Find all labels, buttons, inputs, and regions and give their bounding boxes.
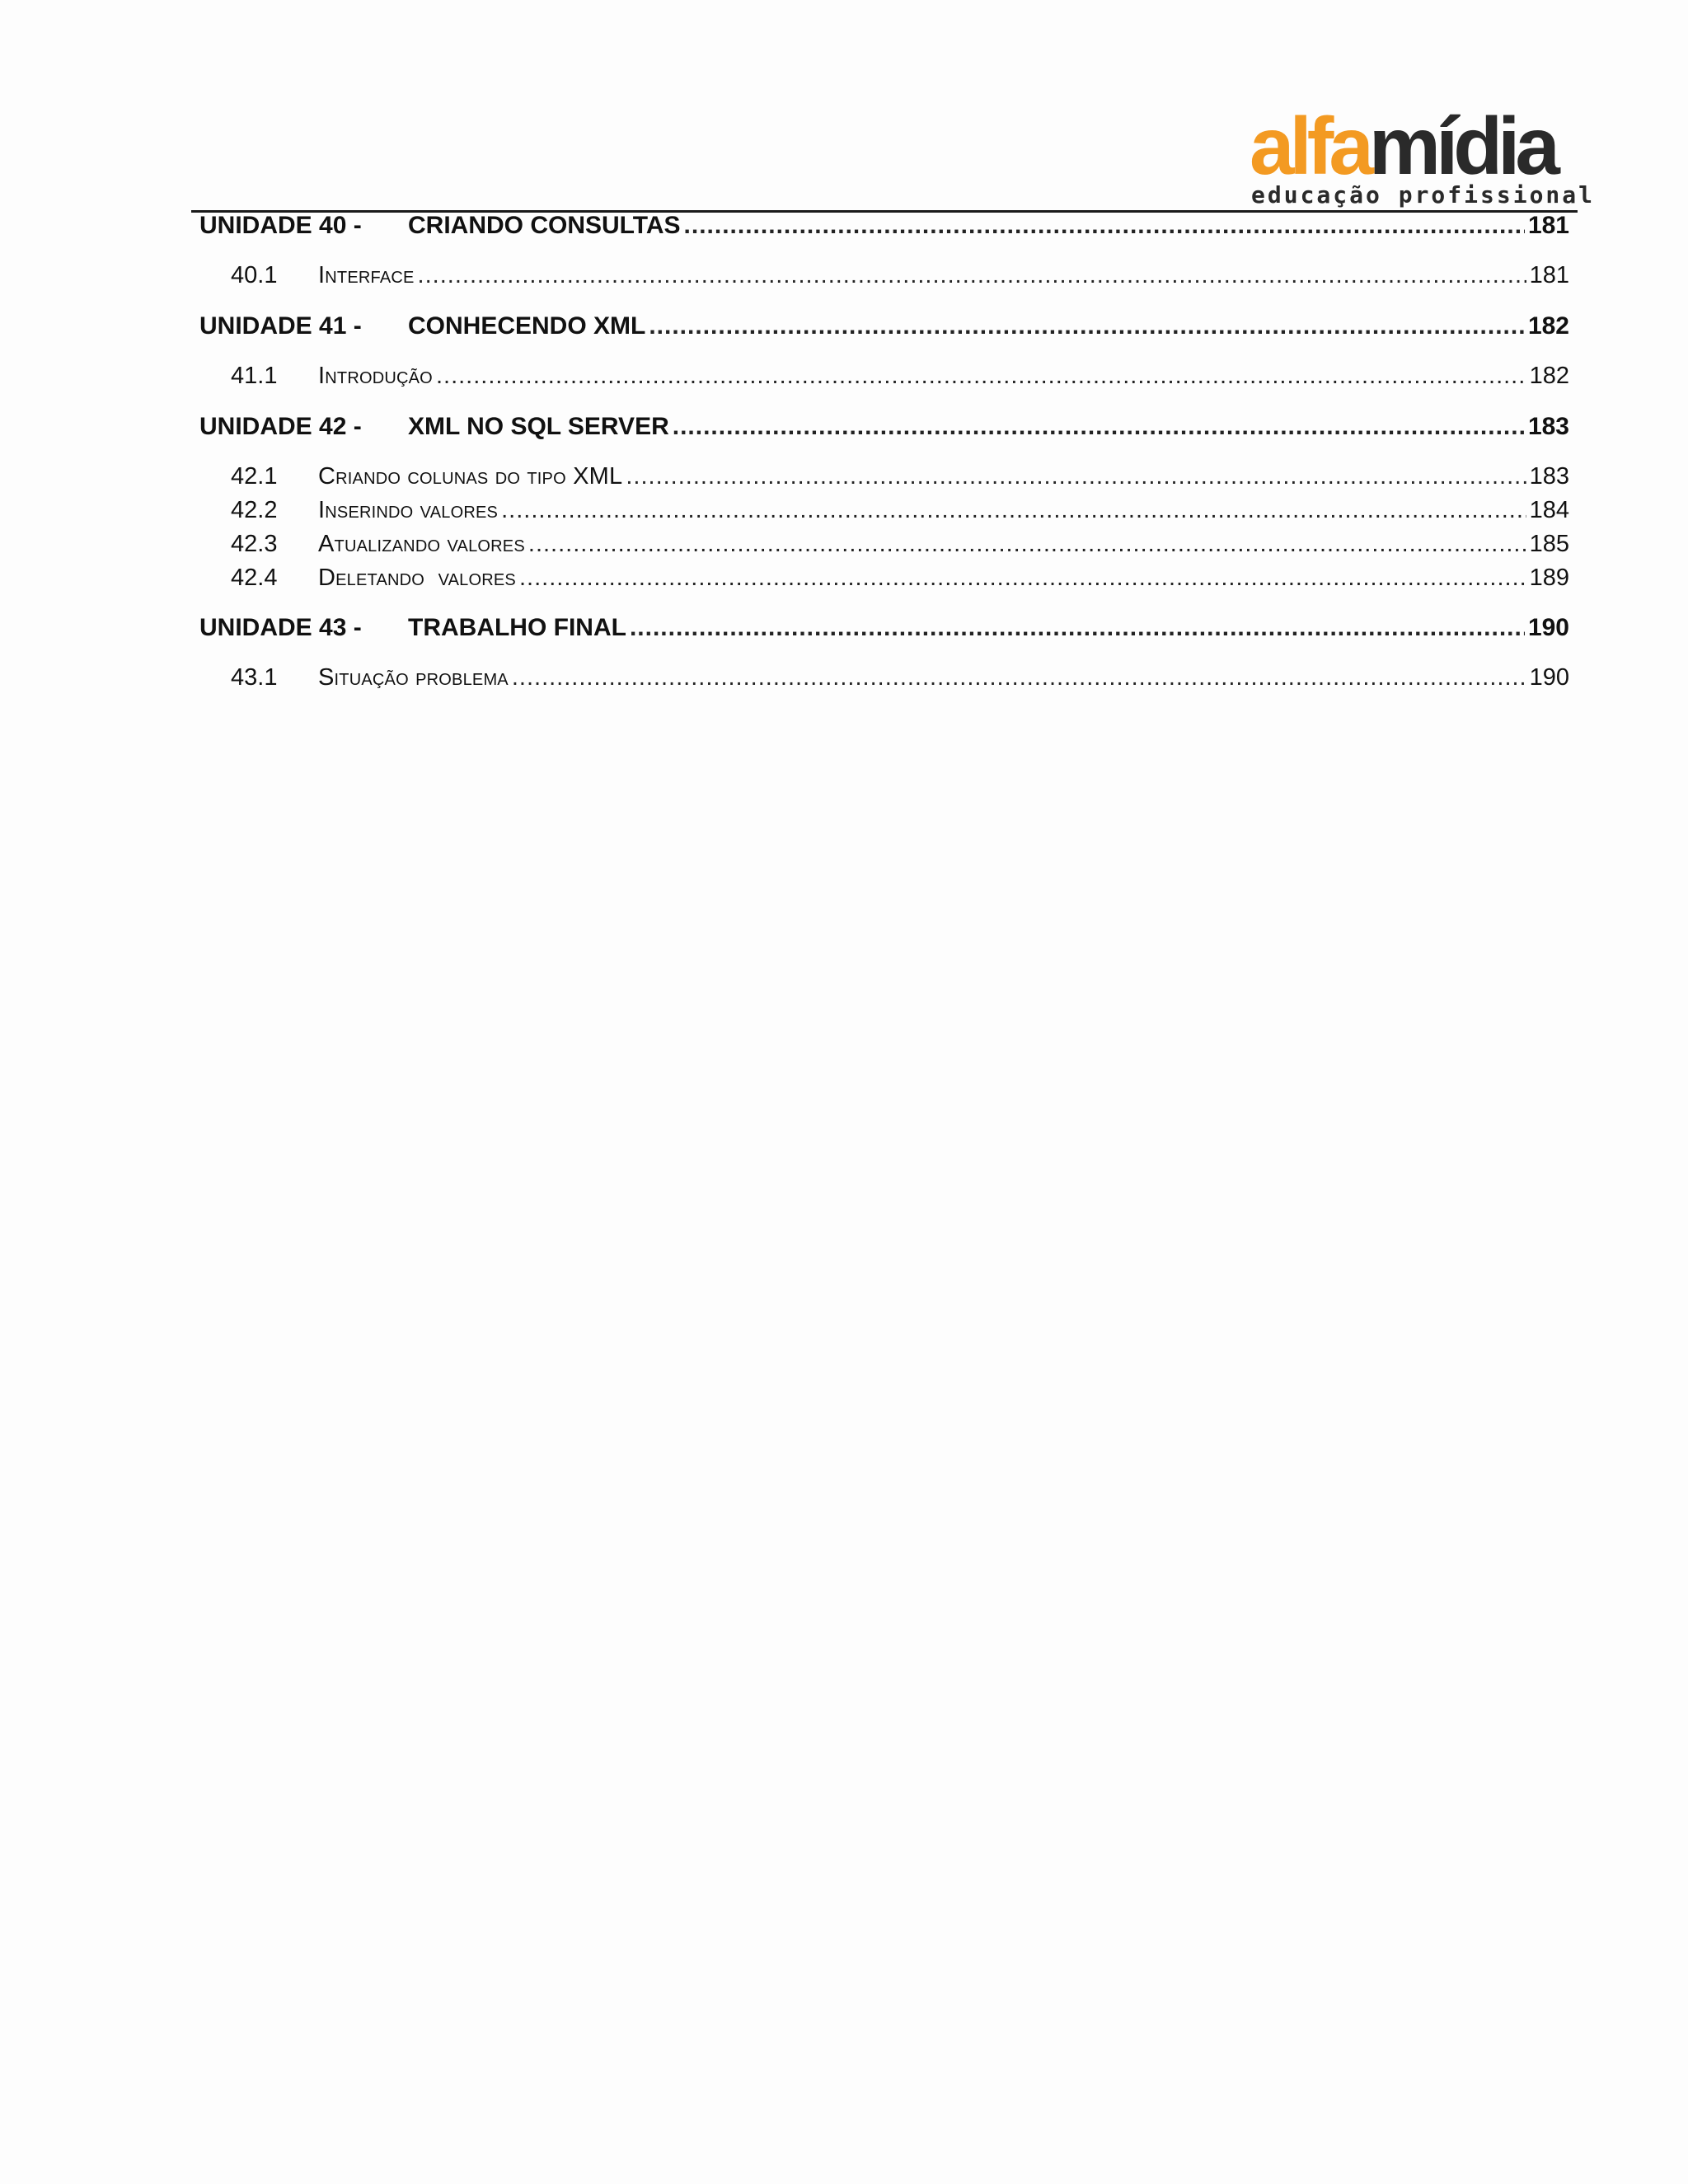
toc-dot-leader xyxy=(649,312,1525,340)
toc-dot-leader xyxy=(630,614,1525,642)
toc-section-number: 40.1 xyxy=(231,262,278,288)
toc-page-number: 189 xyxy=(1529,565,1569,591)
toc-unit-title: XML NO SQL SERVER xyxy=(408,413,669,440)
toc-section-43-1[interactable] xyxy=(199,664,1569,701)
logo-alfa-text: alfa xyxy=(1250,101,1369,191)
toc-section-number: 42.4 xyxy=(231,565,278,591)
toc-section-title: Criando colunas do tipo XML xyxy=(318,463,623,490)
toc-dot-leader xyxy=(684,212,1525,240)
toc-dot-leader xyxy=(519,565,1526,592)
toc-section-title: Introdução xyxy=(318,363,433,389)
toc-section-42-1[interactable] xyxy=(199,463,1569,499)
toc-section-42-4[interactable] xyxy=(199,565,1569,601)
toc-unit-42[interactable] xyxy=(199,413,1569,449)
toc-section-title: Deletando valores xyxy=(318,565,516,591)
toc-page-number: 183 xyxy=(1527,413,1569,440)
toc-page-number: 190 xyxy=(1527,614,1569,641)
toc-section-title: Atualizando valores xyxy=(318,531,525,557)
toc-section-number: 41.1 xyxy=(231,363,278,389)
toc-section-title: Situação problema xyxy=(318,664,509,691)
toc-section-title: Inserindo valores xyxy=(318,497,499,523)
toc-dot-leader xyxy=(512,664,1526,691)
toc-page-number: 185 xyxy=(1529,531,1569,557)
toc-unit-label: UNIDADE 41 - xyxy=(199,312,362,340)
toc-dot-leader xyxy=(673,413,1525,441)
toc-section-number: 42.3 xyxy=(231,531,278,557)
alfamidia-logo xyxy=(1236,101,1596,211)
toc-page-number: 183 xyxy=(1529,463,1569,490)
toc-page-number: 181 xyxy=(1529,262,1569,288)
toc-dot-leader xyxy=(501,497,1526,524)
toc-page-number: 182 xyxy=(1529,363,1569,389)
toc-unit-label: UNIDADE 42 - xyxy=(199,413,362,440)
toc-unit-title: TRABALHO FINAL xyxy=(408,614,626,641)
toc-page-number: 190 xyxy=(1529,664,1569,691)
toc-unit-label: UNIDADE 43 - xyxy=(199,614,362,641)
toc-dot-leader xyxy=(436,363,1526,390)
toc-unit-title: CRIANDO CONSULTAS xyxy=(408,212,681,239)
toc-unit-41[interactable] xyxy=(199,312,1569,349)
toc-unit-43[interactable] xyxy=(199,614,1569,650)
toc-dot-leader xyxy=(528,531,1526,558)
toc-section-42-3[interactable] xyxy=(199,531,1569,567)
toc-dot-leader xyxy=(418,262,1526,289)
toc-section-title: Interface xyxy=(318,262,415,288)
logo-midia-text: mídia xyxy=(1368,101,1555,191)
toc-section-number: 42.1 xyxy=(231,463,278,490)
toc-unit-title: CONHECENDO XML xyxy=(408,312,646,340)
toc-unit-label: UNIDADE 40 - xyxy=(199,212,362,239)
toc-page-number: 184 xyxy=(1529,497,1569,523)
toc-section-42-2[interactable] xyxy=(199,497,1569,533)
toc-page-number: 182 xyxy=(1527,312,1569,340)
toc-page-number: 181 xyxy=(1527,212,1569,239)
toc-dot-leader xyxy=(626,463,1526,490)
logo-tagline: educação profissional xyxy=(1251,181,1596,209)
toc-section-number: 42.2 xyxy=(231,497,278,523)
toc-section-41-1[interactable] xyxy=(199,363,1569,399)
logo-wordmark xyxy=(1250,101,1555,191)
toc-section-40-1[interactable] xyxy=(199,262,1569,298)
toc-unit-40[interactable] xyxy=(199,212,1569,248)
toc-section-number: 43.1 xyxy=(231,664,278,691)
